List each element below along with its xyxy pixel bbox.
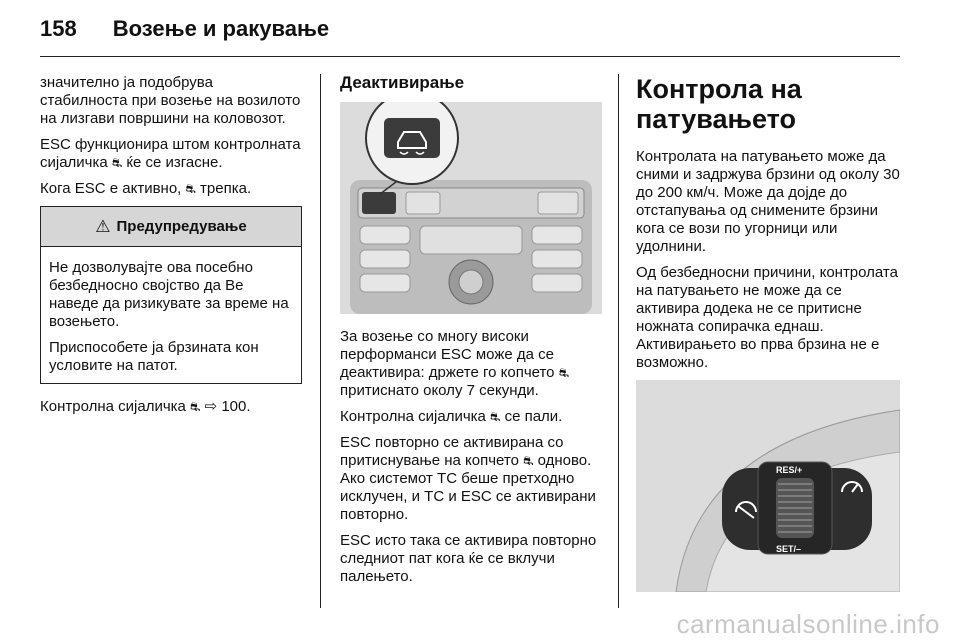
paragraph: Контролна сијаличка ⛐ се пали. bbox=[340, 408, 563, 425]
warning-box bbox=[40, 206, 302, 384]
column-divider bbox=[320, 74, 321, 608]
section-heading: Деактивирање bbox=[340, 73, 465, 92]
page-header bbox=[40, 16, 329, 56]
page-reference-arrow-icon: ⇨ bbox=[204, 398, 218, 415]
warning-triangle-icon: ⚠ bbox=[95, 216, 111, 236]
column-3 bbox=[636, 74, 902, 606]
set-minus-label: SET/– bbox=[776, 544, 802, 554]
steering-wheel-illustration bbox=[636, 380, 900, 592]
warning-title: Предупредување bbox=[116, 217, 247, 235]
esc-skid-car-icon: ⛐ bbox=[523, 454, 534, 468]
steering-switch-drawing bbox=[636, 380, 900, 592]
esc-skid-car-icon: ⛐ bbox=[190, 400, 201, 414]
esc-skid-car-icon: ⛐ bbox=[558, 366, 570, 380]
esc-skid-car-icon: ⛐ bbox=[111, 156, 123, 170]
paragraph: Контролата на патувањето може да сними и задржува брзини од околу 30 до 200 км/ч. Може да дојде до отстапувања од снимените брзини кога се вози по угорници или удолнини. bbox=[636, 148, 900, 255]
warning-text: Приспособете ја брзината кон условите на патот. bbox=[49, 339, 259, 374]
center-console-drawing bbox=[340, 102, 602, 314]
page-number: 158 bbox=[40, 16, 77, 41]
column-1 bbox=[40, 74, 302, 424]
paragraph: Од безбедносни причини, контролата на патувањето не може да се активира додека не се притисне ножната сопирачка еднаш. Активирањето во прва брзина не е возможно. bbox=[636, 264, 898, 371]
column-divider bbox=[618, 74, 619, 608]
paragraph: значително ја подобрува стабилноста при возење на возилото на лизгави површини на коловозот. bbox=[40, 74, 301, 127]
res-plus-label: RES/+ bbox=[776, 465, 803, 475]
column-2 bbox=[340, 74, 602, 594]
esc-skid-car-icon: ⛐ bbox=[490, 410, 501, 424]
watermark: carmanualsonline.info bbox=[676, 609, 940, 639]
paragraph: За возење со многу високи перформанси ESC може да се деактивира: држете го копчето ⛐ притиснато околу 7 секунди. bbox=[340, 328, 570, 399]
paragraph: Контролна сијаличка ⛐ ⇨ 100. bbox=[40, 398, 251, 415]
paragraph: ESC функционира штом контролната сијаличка ⛐ ќе се изгасне. bbox=[40, 136, 301, 171]
esc-skid-car-icon: ⛐ bbox=[185, 182, 196, 196]
warning-header bbox=[41, 207, 301, 247]
paragraph: ESC исто така се активира повторно следниот пат кога ќе се вклучи палењето. bbox=[340, 532, 597, 585]
header-rule bbox=[40, 56, 900, 57]
warning-text: Не дозволувајте ова посебно безбедносно својство да Ве наведе да ризикувате за време на возењето. bbox=[49, 259, 289, 330]
center-console-illustration bbox=[340, 102, 602, 314]
paragraph: ESC повторно се активирана со притиснување на копчето ⛐ одново. Ако системот TC беше претходно исклучен, и TC и ESC се активирани повторно. bbox=[340, 434, 596, 523]
chapter-title: Возење и ракување bbox=[112, 16, 330, 41]
warning-body bbox=[41, 247, 301, 383]
section-heading: Контрола на патувањето bbox=[636, 74, 802, 134]
paragraph: Кога ESC е активно, ⛐ трепка. bbox=[40, 180, 252, 197]
